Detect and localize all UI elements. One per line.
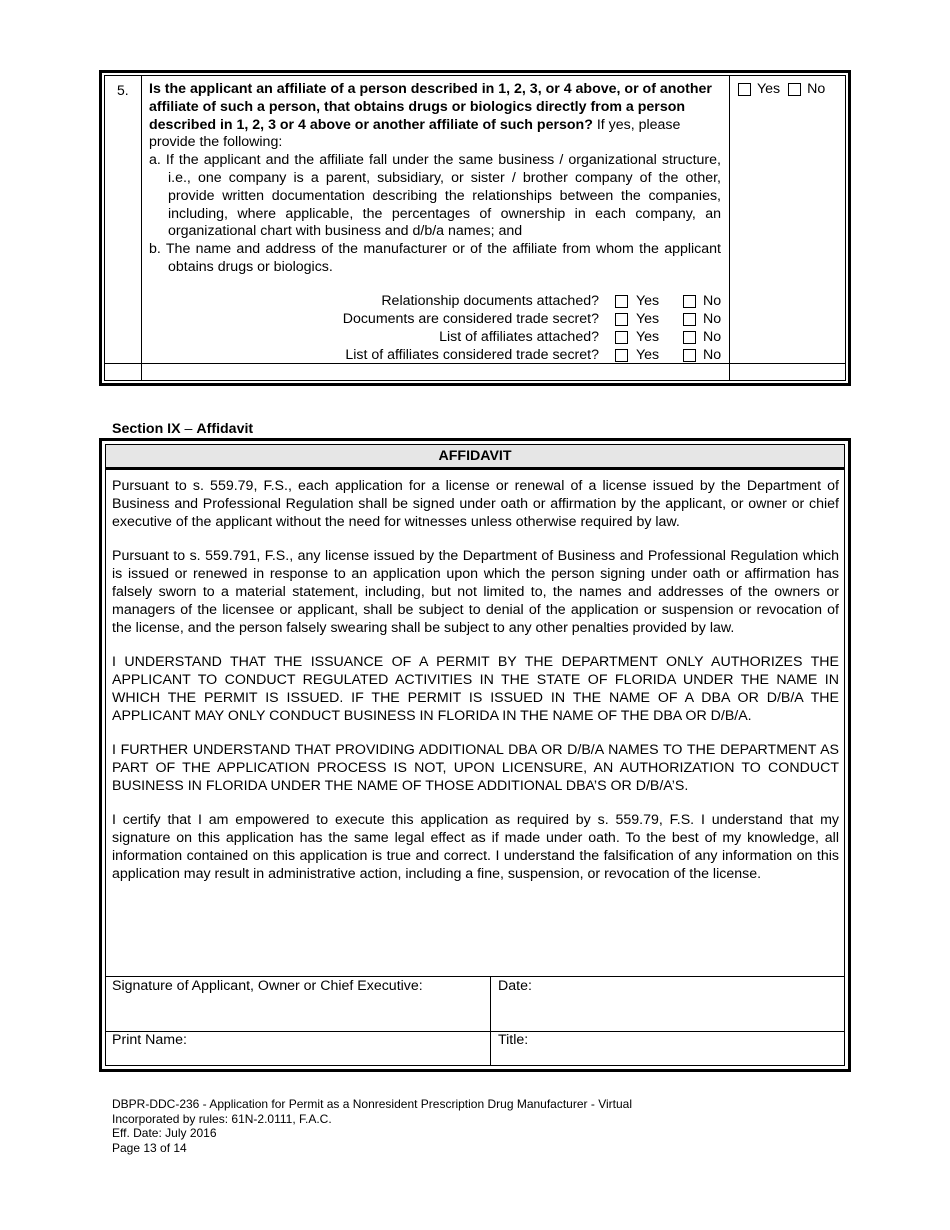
question-item-a: a. If the applicant and the affiliate fall under the same business / organizational structure, i.e., one company is a parent, subsidiary, or sister / brother company of the other, provide written documentation describing the relationships between the companies, including, where applicable, the percentages of ownership in each company, an organizational chart with business and d/b/a names; and (149, 152, 721, 240)
footer-page-number: Page 13 of 14 (112, 1140, 187, 1155)
affidavit-paragraph: Pursuant to s. 559.791, F.S., any license issued by the Department of Business and Professional Regulation which is issued or renewed in response to an application upon which the person signing under oath or affirmation has falsely sworn to a material statement, including, but not limited to, the names and addresses of the owners or managers of the licensee or applicant, shall be subject to denial of the application or suspension or revocation of the license, and the person falsely swearing shall be subject to any other penalties provided by law. (112, 548, 839, 636)
attachment-row-docs-trade-secret (149, 310, 721, 328)
no-checkbox[interactable] (788, 83, 801, 96)
yes-label: Yes (757, 81, 781, 97)
attachment-row-affiliates-list (149, 328, 721, 346)
question-5-inner (104, 75, 846, 381)
column-divider (490, 977, 491, 1065)
affidavit-inner (105, 444, 845, 1066)
section-label: Section IX (112, 421, 181, 437)
attachment-question: List of affiliates considered trade secret? (345, 347, 599, 363)
date-field[interactable] (498, 978, 532, 994)
no-label: No (703, 293, 722, 309)
yes-label: Yes (636, 311, 660, 327)
print-name-field[interactable] (112, 1032, 187, 1048)
column-divider (141, 76, 142, 380)
yes-label: Yes (636, 329, 660, 345)
no-label: No (807, 81, 826, 97)
attachment-question: List of affiliates attached? (439, 329, 599, 345)
yes-label: Yes (636, 293, 660, 309)
question-5-table (99, 70, 851, 386)
print-name-label: Print Name: (112, 1032, 187, 1048)
affidavit-paragraph: Pursuant to s. 559.79, F.S., each application for a license or renewal of a license issued by the Department of Business and Professional Regulation shall be signed under oath or affirmation by the applicant, or owner or chief executive of the applicant without the need for witnesses unless otherwise required by law. (112, 478, 839, 530)
title-field[interactable] (498, 1032, 528, 1048)
affidavit-certification: I certify that I am empowered to execute this application as required by s. 559.79, F.S. I understand that my signature on this application has the same legal effect as if made under oath. To the best of my knowledge, all information contained on this application is true and correct. I understand the falsification of any information on this application may result in administrative action, including a fine, suspension, or revocation of the license. (112, 812, 839, 882)
affidavit-heading: AFFIDAVIT (106, 445, 844, 470)
question-normal-text: If yes, please provide the following: (149, 116, 681, 151)
question-text (149, 81, 721, 277)
affidavit-box (99, 438, 851, 1072)
yes-checkbox[interactable] (615, 349, 628, 362)
no-label: No (703, 311, 722, 327)
no-label: No (703, 329, 722, 345)
no-label: No (703, 347, 722, 363)
footer-eff-date: Eff. Date: July 2016 (112, 1126, 217, 1140)
footer-form-id: DBPR-DDC-236 - Application for Permit as a Nonresident Prescription Drug Manufacturer - Virtual (112, 1097, 632, 1111)
row-divider (106, 1031, 844, 1032)
signature-label: Signature of Applicant, Owner or Chief Executive: (112, 978, 423, 994)
attachment-row-affiliates-trade-secret (149, 346, 721, 364)
no-checkbox[interactable] (683, 295, 696, 308)
attachment-row-relationship-docs (149, 292, 721, 310)
section-dash: – (180, 421, 197, 437)
affidavit-paragraph: I FURTHER UNDERSTAND THAT PROVIDING ADDITIONAL DBA OR D/B/A NAMES TO THE DEPARTMENT AS PART OF THE APPLICATION PROCESS IS NOT, UPON LICENSURE, AN AUTHORIZATION TO CONDUCT BUSINESS IN FLORIDA UNDER THE NAME OF THOSE ADDITIONAL DBA’S OR D/B/A’S. (112, 742, 839, 794)
question-item-b: b. The name and address of the manufacturer or of the affiliate from whom the applicant obtains drugs or biologics. (149, 241, 721, 275)
question-bold-text: Is the applicant an affiliate of a person described in 1, 2, 3, or 4 above, or of another affiliate of such a person, that obtains drugs or biologics directly from a person described in 1, 2, 3 or 4 above or another affiliate of such person? (149, 81, 712, 133)
attachment-question: Relationship documents attached? (381, 293, 599, 309)
column-divider (729, 76, 730, 380)
yes-checkbox[interactable] (615, 295, 628, 308)
question-items (149, 152, 721, 277)
attachment-question: Documents are considered trade secret? (342, 311, 599, 327)
yes-checkbox[interactable] (615, 313, 628, 326)
title-label: Title: (498, 1032, 529, 1048)
no-checkbox[interactable] (683, 313, 696, 326)
date-label: Date: (498, 978, 532, 994)
no-checkbox[interactable] (683, 331, 696, 344)
no-checkbox[interactable] (683, 349, 696, 362)
yes-label: Yes (636, 347, 660, 363)
question-number: 5. (117, 82, 129, 98)
affidavit-body (112, 477, 839, 883)
section-name: Affidavit (196, 421, 254, 437)
page-footer (112, 1097, 632, 1155)
signature-grid (106, 976, 844, 1065)
section-heading (112, 421, 253, 437)
signature-field[interactable] (112, 978, 423, 994)
yes-checkbox[interactable] (615, 331, 628, 344)
yes-checkbox[interactable] (738, 83, 751, 96)
question-5-answer (738, 81, 833, 97)
footer-rules: Incorporated by rules: 61N-2.0111, F.A.C. (112, 1111, 332, 1126)
affidavit-paragraph: I UNDERSTAND THAT THE ISSUANCE OF A PERMIT BY THE DEPARTMENT ONLY AUTHORIZES THE APPLICANT TO CONDUCT REGULATED ACTIVITIES IN THE STATE OF FLORIDA UNDER THE NAME IN WHICH THE PERMIT IS ISSUED. IF THE PERMIT IS ISSUED IN THE NAME OF A DBA OR D/B/A THE APPLICANT MAY ONLY CONDUCT BUSINESS IN FLORIDA IN THE NAME OF THE DBA OR D/B/A. (112, 654, 839, 724)
